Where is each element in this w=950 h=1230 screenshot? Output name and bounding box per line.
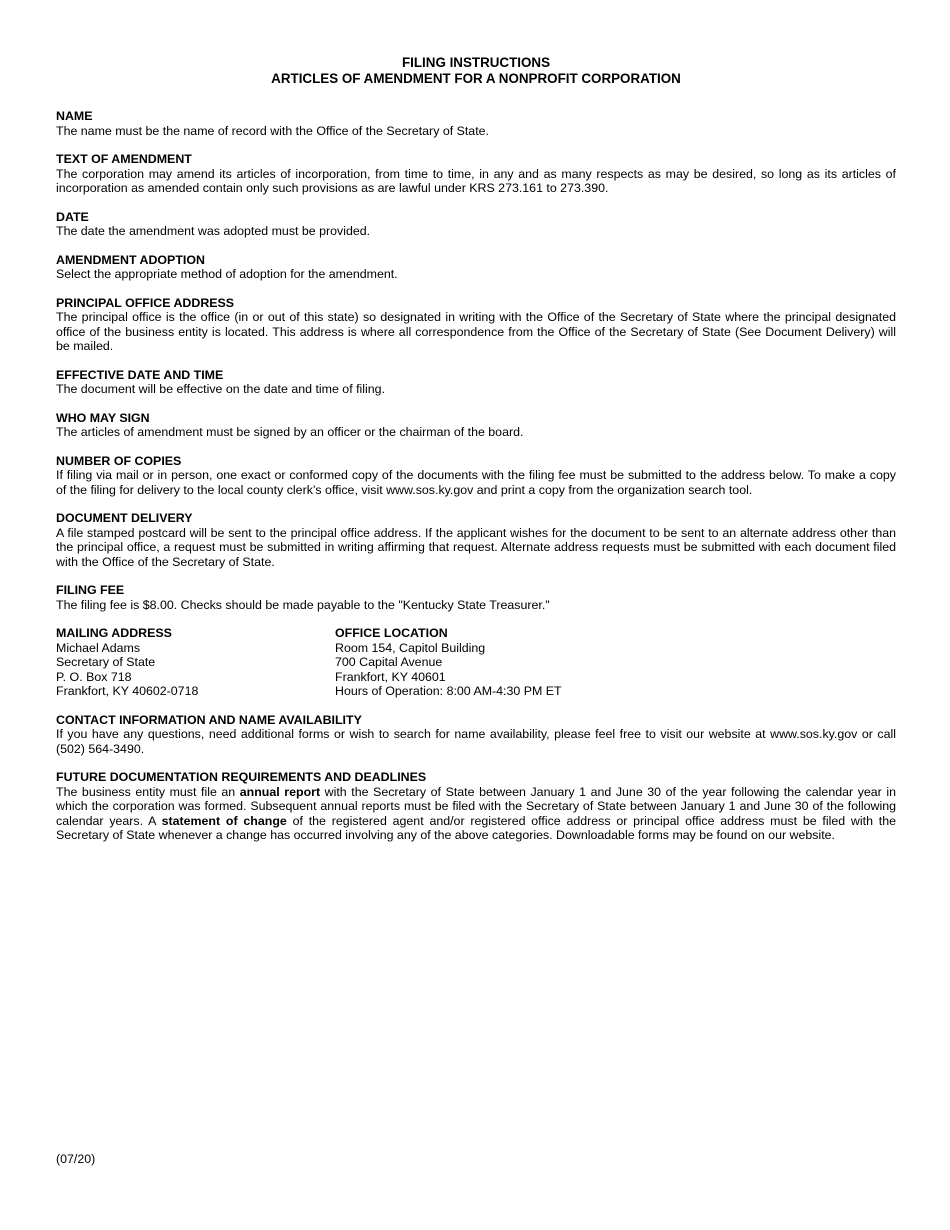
title-line-2: ARTICLES OF AMENDMENT FOR A NONPROFIT CORPORATION <box>271 71 681 86</box>
section-heading: NUMBER OF COPIES <box>56 453 182 468</box>
section-amendment-adoption <box>56 253 896 282</box>
section-heading: TEXT OF AMENDMENT <box>56 152 192 166</box>
section-heading: WHO MAY SIGN <box>56 410 150 425</box>
mailing-address-line: P. O. Box 718 <box>56 669 132 684</box>
section-heading: CONTACT INFORMATION AND NAME AVAILABILITY <box>56 712 362 727</box>
section-body: The name must be the name of record with the Office of the Secretary of State. <box>56 123 489 138</box>
future-text: with the Secretary of State between January 1 and June 30 of the year following the calendar year in which the corporation was formed. Subsequent annual reports must be filed with the Secretary of State between January 1 and June 30 of the following calendar years. A <box>56 784 897 828</box>
future-text: of the registered agent and/or registered office address or principal office address must be filed with the Secretary of State whenever a change has occurred involving any of the above categories. Downloadable forms may be found on our website. <box>56 813 896 842</box>
section-heading: EFFECTIVE DATE AND TIME <box>56 367 224 382</box>
section-body: The date the amendment was adopted must be provided. <box>56 224 371 238</box>
annual-report-emphasis: annual report <box>239 784 321 799</box>
section-heading: DOCUMENT DELIVERY <box>56 511 193 525</box>
office-location-line: 700 Capital Avenue <box>335 655 443 669</box>
future-text: The business entity must file an <box>56 784 240 799</box>
section-body: The articles of amendment must be signed by an officer or the chairman of the board. <box>56 425 524 439</box>
statement-of-change-emphasis: statement of change <box>161 813 287 828</box>
office-location-line: Hours of Operation: 8:00 AM-4:30 PM ET <box>335 684 562 698</box>
section-future-requirements <box>56 770 896 843</box>
mailing-address-line: Michael Adams <box>56 640 141 655</box>
section-document-delivery <box>56 511 896 569</box>
section-body: A file stamped postcard will be sent to the principal office address. If the applicant wishes for the document to be sent to an alternate address other than the principal office, a request must be submitted in writing affirming that request. Alternate address requests must be submitted with each document filed with the Office of the Secretary of State. <box>56 525 896 569</box>
section-heading: DATE <box>56 209 89 224</box>
section-body: The document will be effective on the date and time of filing. <box>56 382 386 396</box>
office-location-line: Frankfort, KY 40601 <box>335 669 446 684</box>
section-number-of-copies <box>56 454 896 498</box>
title-line-1: FILING INSTRUCTIONS <box>401 55 551 70</box>
section-heading: AMENDMENT ADOPTION <box>56 252 205 267</box>
section-heading: PRINCIPAL OFFICE ADDRESS <box>56 295 235 310</box>
section-contact <box>56 713 896 757</box>
address-columns <box>56 626 896 699</box>
section-who-may-sign <box>56 411 896 440</box>
section-text-of-amendment <box>56 152 896 196</box>
section-principal-office <box>56 296 896 354</box>
section-filing-fee <box>56 583 896 612</box>
office-location-heading: OFFICE LOCATION <box>335 626 448 640</box>
section-body <box>56 785 896 843</box>
section-body: The principal office is the office (in or out of this state) so designated in writing with the Office of the Secretary of State where the principal designated office of the business entity is located. This address is where all correspondence from the Office of the Secretary of State (See Document Delivery) will be mailed. <box>56 310 896 353</box>
section-name <box>56 109 896 138</box>
mailing-address-line: Secretary of State <box>56 655 156 669</box>
section-body: The filing fee is $8.00. Checks should be made payable to the "Kentucky State Treasurer." <box>56 597 550 612</box>
section-body: If filing via mail or in person, one exact or conformed copy of the documents with the filing fee must be submitted to the address below. To make a copy of the filing for delivery to the local county clerk’s office, visit www.sos.ky.gov and print a copy from the organization search tool. <box>56 468 896 497</box>
section-body: Select the appropriate method of adoption for the amendment. <box>56 267 398 281</box>
section-effective-date <box>56 368 896 397</box>
section-body: The corporation may amend its articles of incorporation, from time to time, in any and as many respects as may be desired, so long as its articles of incorporation as amended contain only such provisions as are lawful under KRS 273.161 to 273.390. <box>56 166 896 195</box>
mailing-address <box>56 626 335 699</box>
section-heading: NAME <box>56 109 93 123</box>
office-location <box>335 626 896 699</box>
revision-date: (07/20) <box>56 1152 96 1166</box>
office-location-line: Room 154, Capitol Building <box>335 640 486 655</box>
mailing-address-heading: MAILING ADDRESS <box>56 626 172 640</box>
document-title <box>56 55 896 87</box>
section-date <box>56 210 896 239</box>
section-heading: FILING FEE <box>56 583 125 597</box>
section-body: If you have any questions, need additional forms or wish to search for name availability, please feel free to visit our website at www.sos.ky.gov or call (502) 564-3490. <box>56 727 896 756</box>
document-page <box>56 55 896 843</box>
section-heading: FUTURE DOCUMENTATION REQUIREMENTS AND DEADLINES <box>56 770 427 784</box>
mailing-address-line: Frankfort, KY 40602-0718 <box>56 684 199 698</box>
